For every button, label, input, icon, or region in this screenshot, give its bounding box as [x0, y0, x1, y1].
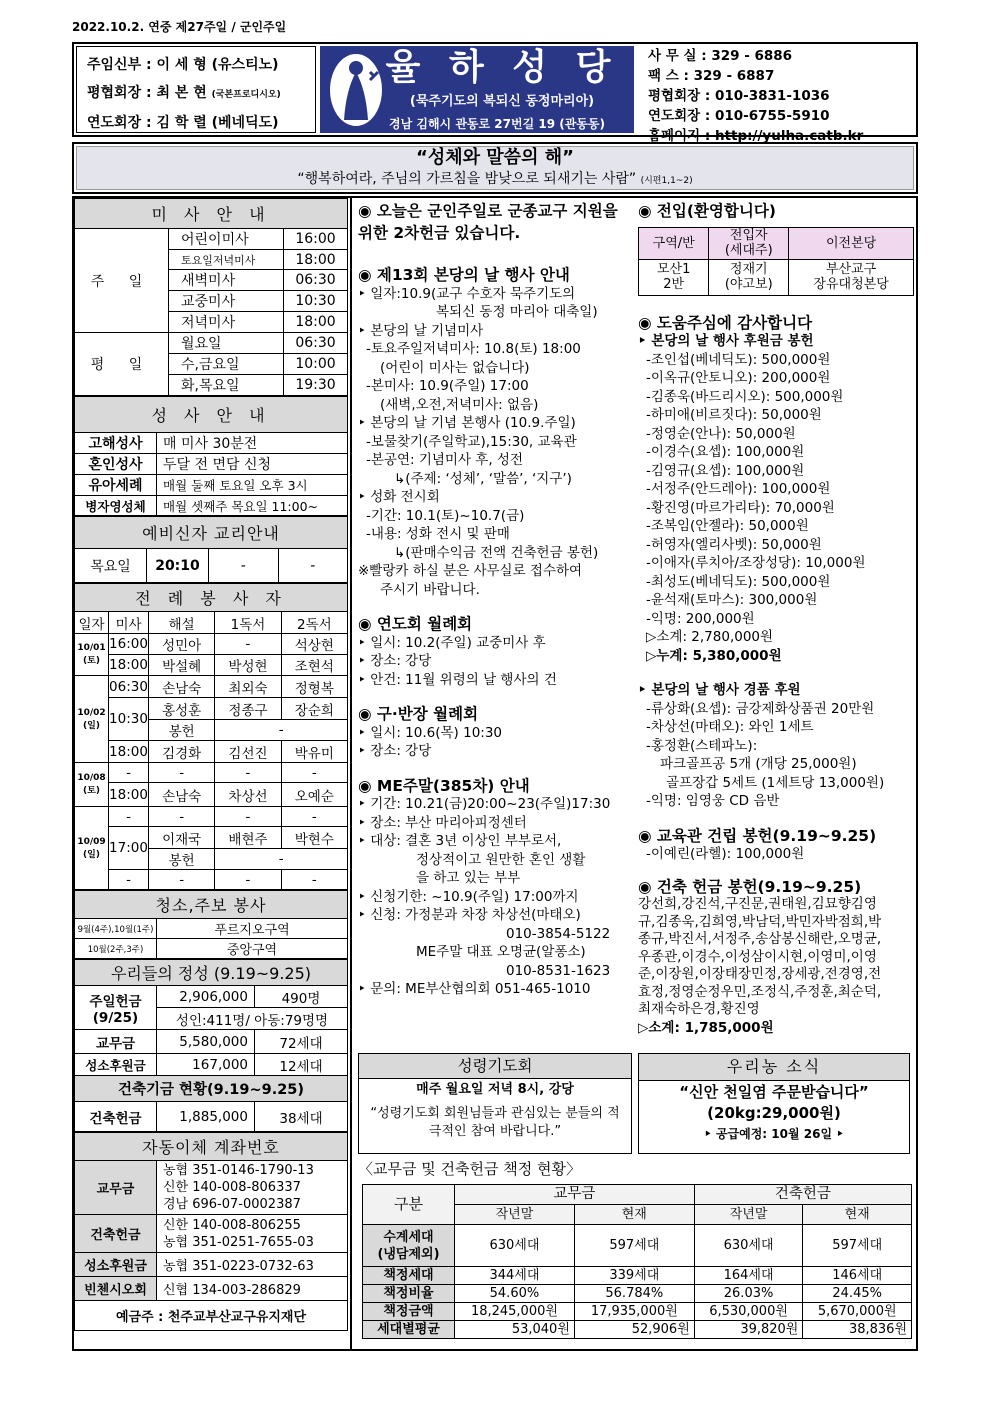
table-cell: 박현수	[281, 827, 347, 849]
col-header: 구역/반	[639, 227, 709, 259]
date-cell: 10/01 (토)	[75, 634, 109, 676]
attendance-detail: 성인:411명/ 아동:79명명	[157, 1008, 348, 1030]
account-owner: 예금주 : 천주교부산교구유지재단	[75, 1301, 348, 1331]
table-cell: 39,820원	[694, 1321, 803, 1339]
welcome-title: ◉ 전입(환영합니다)	[638, 202, 776, 220]
table-cell: 16:00	[109, 634, 149, 655]
row-label: 수계세대 (냉담제외)	[363, 1225, 455, 1267]
col-header: 건축헌금	[694, 1185, 911, 1205]
cleaning-week: 10월(2주,3주)	[75, 939, 157, 959]
prize-subtitle: ‣ 본당의 날 행사 경품 후원	[638, 682, 801, 698]
contact-info	[640, 46, 916, 144]
notice-yeondo-body: ‣ 일시: 10.2(주일) 교중미사 후 ‣ 장소: 강당 ‣ 안건: 11월 위령의 날 행사의 건	[358, 634, 557, 688]
amount: 2,906,000	[157, 986, 255, 1008]
table-cell: 18:00	[109, 655, 149, 676]
table-cell: 오예순	[281, 783, 347, 807]
account-numbers: 신한 140-008-806255 농협 351-0251-7655-03	[157, 1215, 348, 1253]
welcome-table	[638, 227, 914, 296]
table-cell: -	[215, 870, 281, 890]
motto-banner	[72, 142, 918, 194]
table-cell: 부산교구 장유대청본당	[789, 259, 914, 295]
homepage-link[interactable]: 홈페이지 : http://yulha.catb.kr	[648, 128, 864, 144]
table-cell: 52,906원	[574, 1321, 694, 1339]
table-cell: 성민아	[149, 634, 215, 655]
notice-military-sunday: ◉ 오늘은 군인주일로 군종교구 지원을 위한 2차헌금 있습니다.	[358, 202, 618, 242]
row-label: 책정세대	[363, 1267, 455, 1285]
amount: 5,580,000	[157, 1030, 255, 1054]
thanks-total: ▷누계: 5,380,000원	[646, 647, 782, 664]
col-header: 미사	[109, 612, 149, 634]
table-cell: -	[109, 807, 149, 827]
table-cell: 홍성훈	[149, 698, 215, 720]
sunday-label: 주 일	[75, 229, 169, 333]
table-cell: 17,935,000원	[574, 1303, 694, 1321]
mass-table	[74, 198, 348, 396]
table-cell: 26.03%	[694, 1285, 803, 1303]
table-cell: -	[215, 807, 281, 827]
account-label: 건축헌금	[75, 1215, 157, 1253]
table-cell: 597세대	[803, 1225, 912, 1267]
farm-news-box	[638, 1053, 910, 1154]
thanks-list: -조인섭(베네딕도): 500,000원 -이옥규(안토니오): 200,000원 -김종욱(바드리시오): 500,000원 -하미애(비르짓다): 50,000원 -정영순(안나): 50,000원 -이경수(요셉): 100,000원 -김영규(요셉): 100,000원 -서정주(안드레아): 100,000원 -황진영(마르가리타): 70,000원 -조복임(안젤라): 50,000원 -허영자(엘리사벳): 50,000원 -이애자(루치아/조장성당): 10,000원 -최성도(베네딕도): 500,000원 -윤석재(토마스): 300,000원 -익명: 200,000원 ▷소계: 2,780,000원 ▷누계: 5,380,000원	[638, 351, 916, 666]
sacrament-name: 유아세례	[75, 475, 157, 496]
mass-time: 16:00	[284, 229, 348, 250]
table-cell: -	[281, 870, 347, 890]
account-numbers: 농협 351-0223-0732-63	[157, 1253, 348, 1277]
thanks-subtitle: ‣ 본당의 날 행사 후원금 봉헌	[638, 333, 814, 349]
table-cell: 정형복	[281, 676, 347, 698]
spirit-body: “성령기도회 회원님들과 관심있는 분들의 적극적인 참여 바랍니다.”	[370, 1106, 620, 1139]
table-cell: 정재기 (야고보)	[709, 259, 789, 295]
row-label: 책정비율	[363, 1285, 455, 1303]
edu-hall-title: ◉ 교육관 건립 봉헌(9.19~9.25)	[638, 826, 877, 845]
notice-yeondo-title: ◉ 연도회 월례회	[358, 615, 473, 633]
table-cell: -	[149, 807, 215, 827]
motto-title: “성체와 말씀의 해”	[416, 147, 574, 168]
table-cell: 17:00	[109, 827, 149, 870]
table-cell: 344세대	[455, 1267, 575, 1285]
table-cell: 630세대	[455, 1225, 575, 1267]
sacrament-table	[74, 396, 348, 516]
status-table	[362, 1184, 912, 1339]
label: 건축헌금	[75, 1102, 157, 1132]
col-header: 구분	[363, 1185, 455, 1225]
account-label: 성소후원금	[75, 1253, 157, 1277]
notice-gu-ban-body: ‣ 일시: 10.6(목) 10:30 ‣ 장소: 강당	[358, 724, 503, 759]
farm-title: 우리농 소식	[639, 1054, 909, 1081]
thanks-title: ◉ 도움주심에 감사합니다	[638, 313, 813, 332]
table-cell: 김경화	[149, 741, 215, 763]
church-logo-banner	[320, 46, 634, 133]
status-title: 〈교무금 및 건축헌금 책정 현황〉	[358, 1160, 581, 1178]
mass-name: 새벽미사	[169, 270, 284, 291]
table-cell: 조현석	[281, 655, 347, 676]
sacrament-name: 병자영성체	[75, 496, 157, 516]
table-cell: 597세대	[574, 1225, 694, 1267]
date-cell: 10/09 (일)	[75, 807, 109, 890]
catechumen-table	[74, 516, 348, 583]
table-cell: -	[281, 763, 347, 783]
amount: 1,885,000	[157, 1102, 255, 1132]
mass-time: 10:00	[284, 354, 348, 375]
header-staff	[76, 46, 316, 133]
offering-title: 우리들의 정성 (9.19~9.25)	[75, 960, 348, 986]
notice-me-title: ◉ ME주말(385차) 안내	[358, 776, 530, 795]
sacrament-name: 혼인성사	[75, 454, 157, 475]
building-subtotal: ▷소계: 1,785,000원	[638, 1019, 774, 1036]
council-tel: 평협회장 : 010-3831-1036	[648, 88, 830, 104]
table-cell: -	[149, 870, 215, 890]
col-header: 1독서	[215, 612, 281, 634]
servers-table	[74, 583, 348, 890]
spirit-time: 매주 월요일 저녁 8시, 강당	[416, 1082, 574, 1097]
col-header: 교무금	[455, 1185, 695, 1205]
mass-name: 화,목요일	[169, 375, 284, 396]
mass-name: 월요일	[169, 333, 284, 354]
table-cell: 10:30	[109, 698, 149, 741]
building-title: 건축기금 현황(9.19~9.25)	[75, 1076, 348, 1102]
notice-gu-ban-title: ◉ 구·반장 월례회	[358, 705, 479, 723]
cleaning-title: 청소,주보 봉사	[75, 891, 348, 919]
sunday-offering-label: 주일헌금 (9/25)	[75, 986, 157, 1030]
mary-icon	[326, 50, 386, 128]
mass-time: 06:30	[284, 270, 348, 291]
table-cell: 박설혜	[149, 655, 215, 676]
col-header: 2독서	[281, 612, 347, 634]
table-cell: 06:30	[109, 676, 149, 698]
offering-table	[74, 959, 348, 1132]
issue-date: 2022.10.2. 연중 제27주일 / 군인주일	[72, 20, 287, 34]
date-cell: 10/08 (토)	[75, 763, 109, 807]
mass-name: 저녁미사	[169, 312, 284, 333]
farm-body: “신안 천일염 주문받습니다”	[679, 1083, 869, 1101]
table-cell: 18,245,000원	[455, 1303, 575, 1321]
farm-date: ‣ 공급예정: 10월 26일 ‣	[704, 1127, 844, 1141]
prize-list: -류상화(요셉): 금강제화상품권 20만원 -차상선(마태오): 와인 1세트 -홍정환(스테파노): 파크골프공 5개 (개당 25,000원) 골프장갑 5세트 (1세트당 13,000원) -익명: 임영웅 CD 음반	[646, 700, 885, 809]
table-cell: -	[215, 849, 348, 870]
table-cell: 38,836원	[803, 1321, 912, 1339]
table-cell: 손남숙	[149, 783, 215, 807]
label: 성소후원금	[75, 1054, 157, 1076]
count: 490명	[255, 986, 348, 1008]
table-cell: 164세대	[694, 1267, 803, 1285]
table-cell: -	[109, 870, 149, 890]
table-cell: 56.784%	[574, 1285, 694, 1303]
table-cell: 24.45%	[803, 1285, 912, 1303]
accounts-table	[74, 1132, 348, 1331]
col-header: 일자	[75, 612, 109, 634]
cleaning-table	[74, 890, 348, 959]
church-address: 경남 김해시 관동로 27번길 19 (관동동)	[389, 117, 605, 131]
catechumen-time: 20:10	[147, 549, 209, 583]
count: 12세대	[255, 1054, 348, 1076]
table-cell: -	[281, 807, 347, 827]
table-cell: 정종구	[215, 698, 281, 720]
account-label: 빈첸시오회	[75, 1277, 157, 1301]
catechumen-title: 예비신자 교리안내	[75, 517, 348, 549]
spirit-prayer-box	[358, 1053, 632, 1154]
table-cell: -	[109, 763, 149, 783]
date-cell: 10/02 (일)	[75, 676, 109, 763]
table-cell: -	[215, 720, 348, 741]
sacrament-info: 매 미사 30분전	[157, 433, 348, 454]
mass-time: 18:00	[284, 250, 348, 270]
church-patron: (묵주기도의 복되신 동정마리아)	[409, 94, 595, 109]
sacrament-info: 매월 셋째주 목요일 11:00~	[157, 496, 348, 516]
amount: 167,000	[157, 1054, 255, 1076]
council-head: 평협회장 : 최 본 현 (국본프로디시오)	[87, 85, 281, 101]
building-offering-title: ◉ 건축 헌금 봉헌(9.19~9.25)	[638, 877, 862, 896]
left-column	[74, 198, 348, 1331]
spirit-title: 성령기도회	[359, 1054, 631, 1079]
table-cell: 146세대	[803, 1267, 912, 1285]
table-cell: 630세대	[694, 1225, 803, 1267]
mass-time: 06:30	[284, 333, 348, 354]
table-cell: 봉헌	[149, 849, 215, 870]
table-cell: 봉헌	[149, 720, 215, 741]
motto-verse: “행복하여라, 주님의 가르침을 밤낮으로 되새기는 사람” (시편1,1~2)	[297, 171, 693, 187]
col-header: 전입자 (세대주)	[709, 227, 789, 259]
row-label: 책정금액	[363, 1303, 455, 1321]
middle-column	[358, 200, 632, 999]
col-header: 현재	[803, 1205, 912, 1225]
cleaning-week: 9월(4주),10월(1주)	[75, 919, 157, 939]
table-cell: -	[215, 763, 281, 783]
table-cell: 6,530,000원	[694, 1303, 803, 1321]
yeondo-head: 연도회장 : 김 학 렬 (베네딕도)	[87, 115, 279, 131]
sacrament-title: 성 사 안 내	[75, 397, 348, 433]
mass-time: 10:30	[284, 291, 348, 312]
table-cell: 339세대	[574, 1267, 694, 1285]
fax-tel: 팩 스 : 329 - 6887	[648, 68, 775, 84]
col-header: 작년말	[455, 1205, 575, 1225]
table-cell: 18:00	[109, 741, 149, 763]
col-header: 현재	[574, 1205, 694, 1225]
table-cell: 석상현	[281, 634, 347, 655]
thanks-subtotal: ▷소계: 2,780,000원	[646, 629, 774, 645]
cleaning-area: 중앙구역	[157, 939, 348, 959]
label: 교무금	[75, 1030, 157, 1054]
farm-price: (20kg:29,000원)	[707, 1104, 841, 1122]
col-header: 이전본당	[789, 227, 914, 259]
table-cell: -	[215, 634, 281, 655]
edu-hall-body: -이예린(라헬): 100,000원	[646, 846, 805, 862]
sacrament-info: 두달 전 면담 신청	[157, 454, 348, 475]
catechumen-cell: -	[209, 549, 279, 583]
right-column	[638, 200, 916, 1037]
table-cell: 5,670,000원	[803, 1303, 912, 1321]
count: 38세대	[255, 1102, 348, 1132]
table-cell: -	[149, 763, 215, 783]
weekday-label: 평 일	[75, 333, 169, 396]
table-cell: 장순희	[281, 698, 347, 720]
mass-time: 19:30	[284, 375, 348, 396]
table-cell: 54.60%	[455, 1285, 575, 1303]
table-cell: 18:00	[109, 783, 149, 807]
table-cell: 최외숙	[215, 676, 281, 698]
table-cell: 손남숙	[149, 676, 215, 698]
table-cell: 이재국	[149, 827, 215, 849]
catechumen-cell: -	[278, 549, 348, 583]
mass-name: 어린이미사	[169, 229, 284, 250]
mass-time: 18:00	[284, 312, 348, 333]
table-cell: 김선진	[215, 741, 281, 763]
table-cell: 53,040원	[455, 1321, 575, 1339]
pastor: 주임신부 : 이 세 형 (유스티노)	[87, 57, 279, 73]
office-tel: 사 무 실 : 329 - 6886	[648, 48, 793, 64]
cleaning-area: 푸르지오구역	[157, 919, 348, 939]
table-cell: 박유미	[281, 741, 347, 763]
servers-title: 전 례 봉 사 자	[75, 584, 348, 612]
mass-title: 미 사 안 내	[75, 199, 348, 229]
notice-parish-day-title: ◉ 제13회 본당의 날 행사 안내	[358, 266, 570, 284]
table-cell: 배현주	[215, 827, 281, 849]
yeondo-tel: 연도회장 : 010-6755-5910	[648, 108, 830, 124]
notice-parish-day-body: ‣ 일자:10.9(교구 수호자 묵주기도의 복되신 동정 마리아 대축일) ‣ 본당의 날 기념미사 -토요주일저녁미사: 10.8(토) 18:00 (어린이 미사는 없습니다) -본미사: 10.9(주일) 17:00 (새벽,오전,저녁미사: 없음) ‣ 본당의 날 기념 본행사 (10.9.주일) -보물찾기(주일학교),15:30, 교육관 -본공연: 기념미사 후, 성전 ↳(주제: ‘성체’, ‘말씀’, ‘지구’) ‣ 성화 전시회 -기간: 10.1(토)~10.7(금) -내용: 성화 전시 및 판매 ↳(판매수익금 전액 건축헌금 봉헌) ※빨랑카 하실 분은 사무실로 접수하여 주시기 바랍니다.	[358, 285, 599, 598]
mass-name: 교중미사	[169, 291, 284, 312]
account-numbers: 신협 134-003-286829	[157, 1277, 348, 1301]
sacrament-name: 고해성사	[75, 433, 157, 454]
count: 72세대	[255, 1030, 348, 1054]
mass-name: 토요일저녁미사	[169, 250, 284, 270]
building-donor-names: 강선희,강진석,구진문,권태원,김묘향김영규,김종욱,김희영,박남덕,박민자박점희,박종규,박진서,서정주,송삼봉신해란,오명균,우종관,이경수,이성삼이시현,이영미,이영준,이장원,이장태장민정,장세광,전경영,전효정,정영순정우민,조정식,주정훈,최순덕,최재숙하은경,황진영	[638, 896, 882, 1017]
account-numbers: 농협 351-0146-1790-13 신한 140-008-806337 경남 696-07-0002387	[157, 1161, 348, 1215]
table-cell: 모산1 2반	[639, 259, 709, 295]
table-cell: 차상선	[215, 783, 281, 807]
catechumen-day: 목요일	[75, 549, 147, 583]
col-header: 작년말	[694, 1205, 803, 1225]
row-label: 세대별평균	[363, 1321, 455, 1339]
church-name: 율 하 성 당	[385, 47, 619, 88]
sacrament-info: 매월 둘째 토요일 오후 3시	[157, 475, 348, 496]
accounts-title: 자동이체 계좌번호	[75, 1133, 348, 1161]
mass-name: 수,금요일	[169, 354, 284, 375]
column-divider	[350, 198, 352, 1349]
col-header: 해설	[149, 612, 215, 634]
table-cell: 박성현	[215, 655, 281, 676]
notice-me-body: ‣ 기간: 10.21(금)20:00~23(주일)17:30 ‣ 장소: 부산 마리아피정센터 ‣ 대상: 결혼 3년 이상인 부부로서, 정상적이고 원만한 혼인 생활 을 하고 있는 부부 ‣ 신청기한: ~10.9(주일) 17:00까지 ‣ 신청: 가정분과 차장 차상선(마태오) 010-3854-5122 ME주말 대표 오명균(알퐁소) 010-8531-1623 ‣ 문의: ME부산협의회 051-465-1010	[358, 796, 611, 997]
account-label: 교무금	[75, 1161, 157, 1215]
